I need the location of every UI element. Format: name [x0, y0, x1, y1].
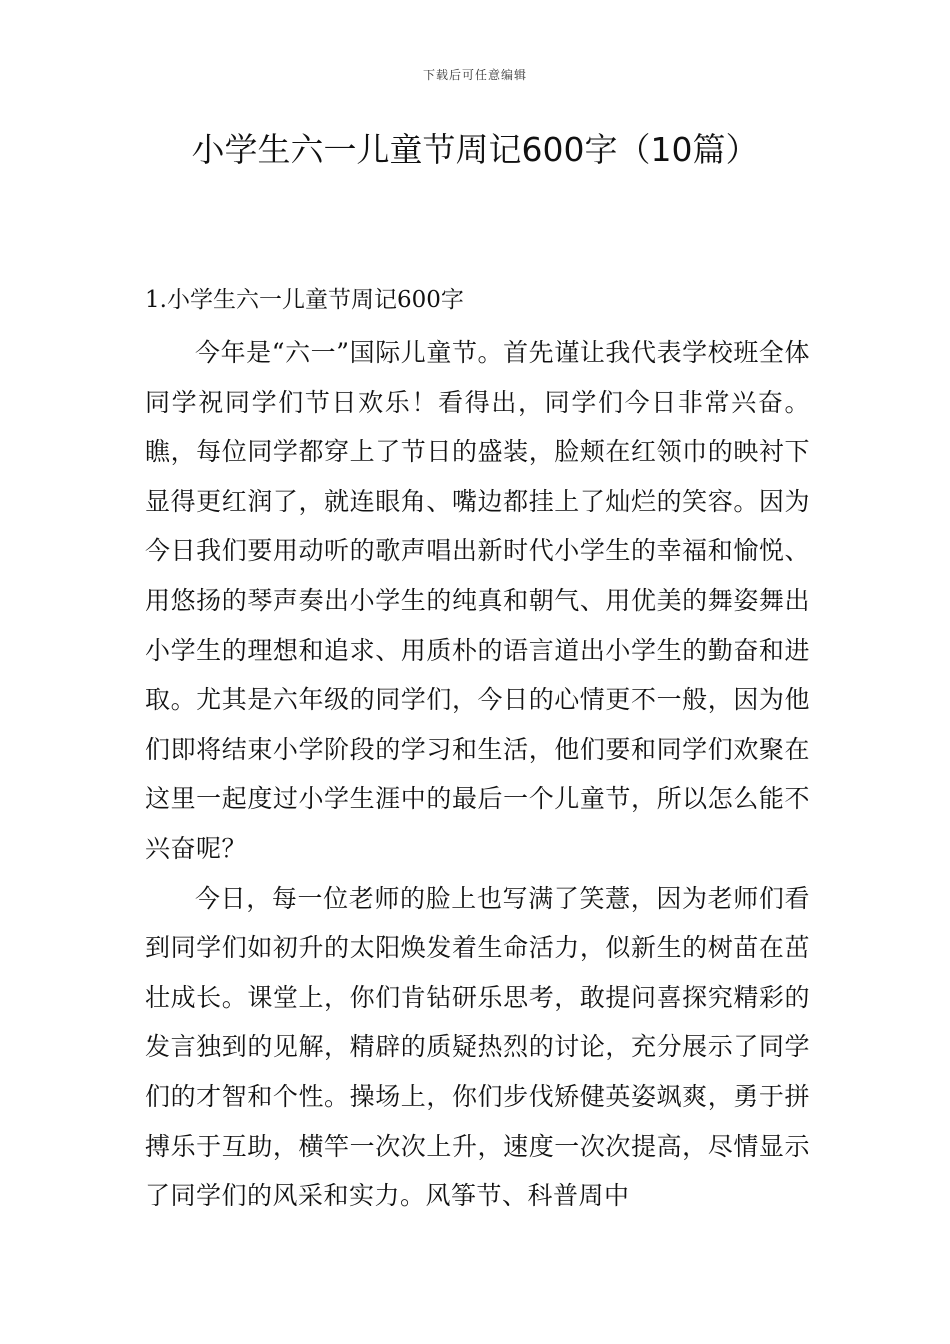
header-note: 下载后可任意编辑	[422, 68, 527, 82]
paragraph-1: 今年是“六一”国际儿童节。首先谨让我代表学校班全体同学祝同学们节日欢乐！看得出，同学们今日非常兴奋。瞧，每位同学都穿上了节日的盛装，脸颊在红领巾的映衬下显得更红润了，就连眼角、嘴边都挂上了灿烂的笑容。因为今日我们要用动听的歌声唱出新时代小学生的幸福和愉悦、用悠扬的琴声奏出小学生的纯真和朝气、用优美的舞姿舞出小学生的理想和追求、用质朴的语言道出小学生的勤奋和进取。尤其是六年级的同学们，今日的心情更不一般，因为他们即将结束小学阶段的学习和生活，他们要和同学们欢聚在这里一起度过小学生涯中的最后一个儿童节，所以怎么能不兴奋呢？	[145, 338, 810, 863]
document-body	[145, 278, 810, 1221]
section-heading: 1.小学生六一儿童节周记600字	[145, 287, 464, 313]
document-title: 小学生六一儿童节周记600字（10篇）	[191, 130, 759, 169]
paragraph-2: 今日，每一位老师的脸上也写满了笑薏，因为老师们看到同学们如初升的太阳焕发着生命活力，似新生的树苗在茁壮成长。课堂上，你们肯钻研乐思考，敢提问喜探究精彩的发言独到的见解，精辟的质疑热烈的讨论，充分展示了同学们的才智和个性。操场上，你们步伐矫健英姿飒爽，勇于拼搏乐于互助，横竿一次次上升，速度一次次提高，尽情显示了同学们的风采和实力。风筝节、科普周中	[145, 883, 810, 1211]
